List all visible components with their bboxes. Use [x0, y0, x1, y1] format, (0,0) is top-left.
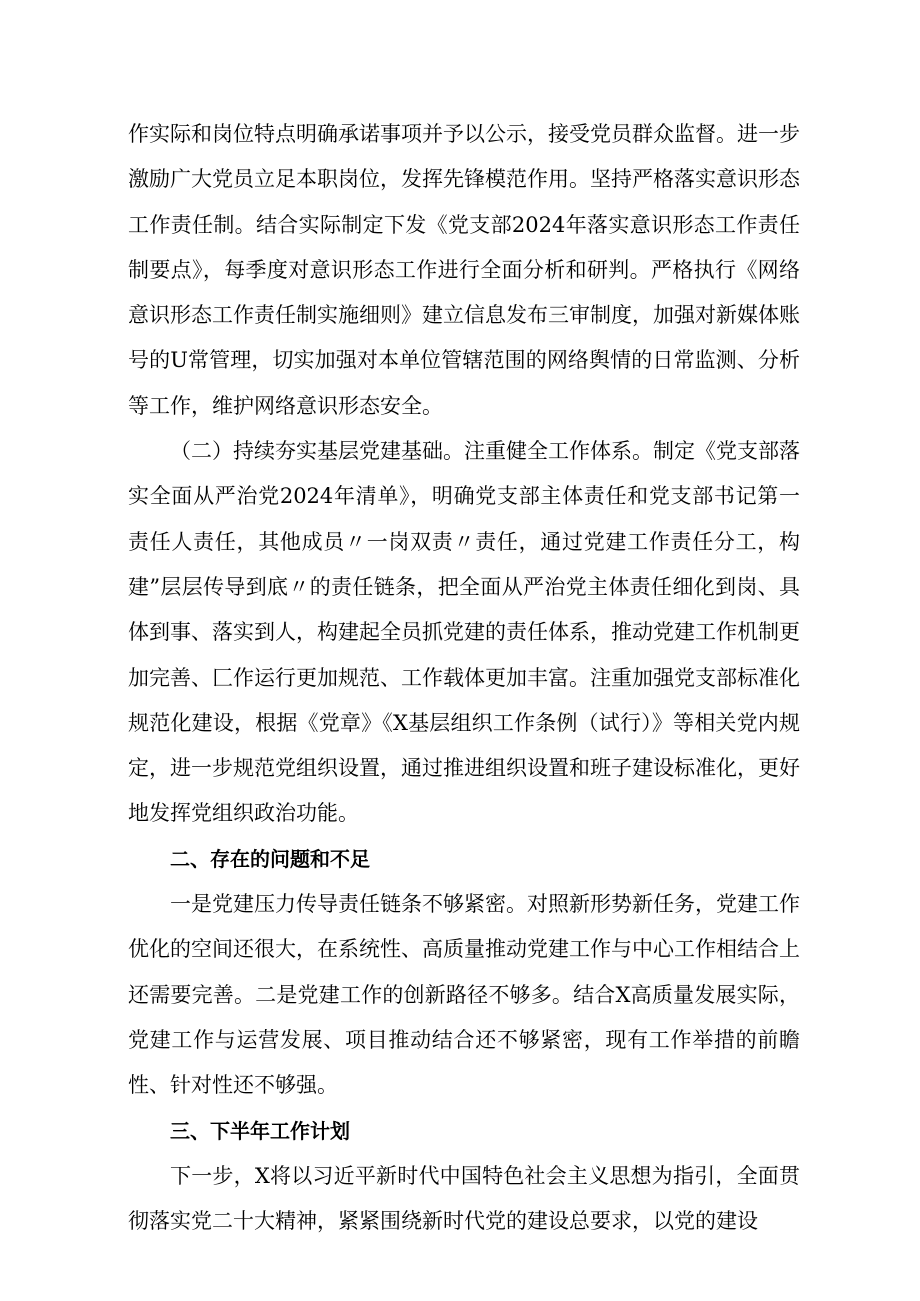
paragraph-plan: 下一步，X将以习近平新时代中国特色社会主义思想为指引，全面贯彻落实党二十大精神，紧紧围绕新时代党的建设总要求，以党的建设	[128, 1163, 800, 1234]
document-body	[128, 112, 800, 1244]
paragraph-grassroots: （二）持续夯实基层党建基础。注重健全工作体系。制定《党支部落实全面从严治党2024年清单》，明确党支部主体责任和党支部书记第一责任人责任，其他成员〃一岗双责〃责任，通过党建工作责任分工，构建”层层传导到底〃的责任链条，把全面从严治党主体责任细化到岗、具体到事、落实到人，构建起全员抓党建的责任体系，推动党建工作机制更加完善、匚作运行更加规范、工作载体更加丰富。注重加强党支部标准化规范化建设，根据《党章》《X基层组织工作条例（试行）》等相关党内规定，进一步规范党组织设置，通过推进组织设置和班子建设标准化，更好地发挥党组织政治功能。	[128, 439, 800, 826]
section-heading-plan: 三、下半年工作计划	[170, 1118, 350, 1143]
paragraph-problems: 一是党建压力传导责任链条不够紧密。对照新形势新任务，党建工作优化的空间还很大，在系统性、高质量推动党建工作与中心工作相结合上还需要完善。二是党建工作的创新路径不够多。结合X高质量发展实际，党建工作与运营发展、项目推动结合还不够紧密，现有工作举措的前瞻性、针对性还不够强。	[128, 892, 800, 1098]
section-heading-problems: 二、存在的问题和不足	[170, 846, 370, 871]
paragraph-continued: 作实际和岗位特点明确承诺事项并予以公示，接受党员群众监督。进一步激励广大党员立足本职岗位，发挥先锋模范作用。坚持严格落实意识形态工作责任制。结合实际制定下发《党支部2024年落实意识形态工作责任制要点》，每季度对意识形态工作进行全面分析和研判。严格执行《网络意识形态工作责任制实施细则》建立信息发布三审制度，加强对新媒体账号的U常管理，切实加强对本单位管辖范围的网络舆情的日常监测、分析等工作，维护网络意识形态安全。	[128, 122, 800, 418]
